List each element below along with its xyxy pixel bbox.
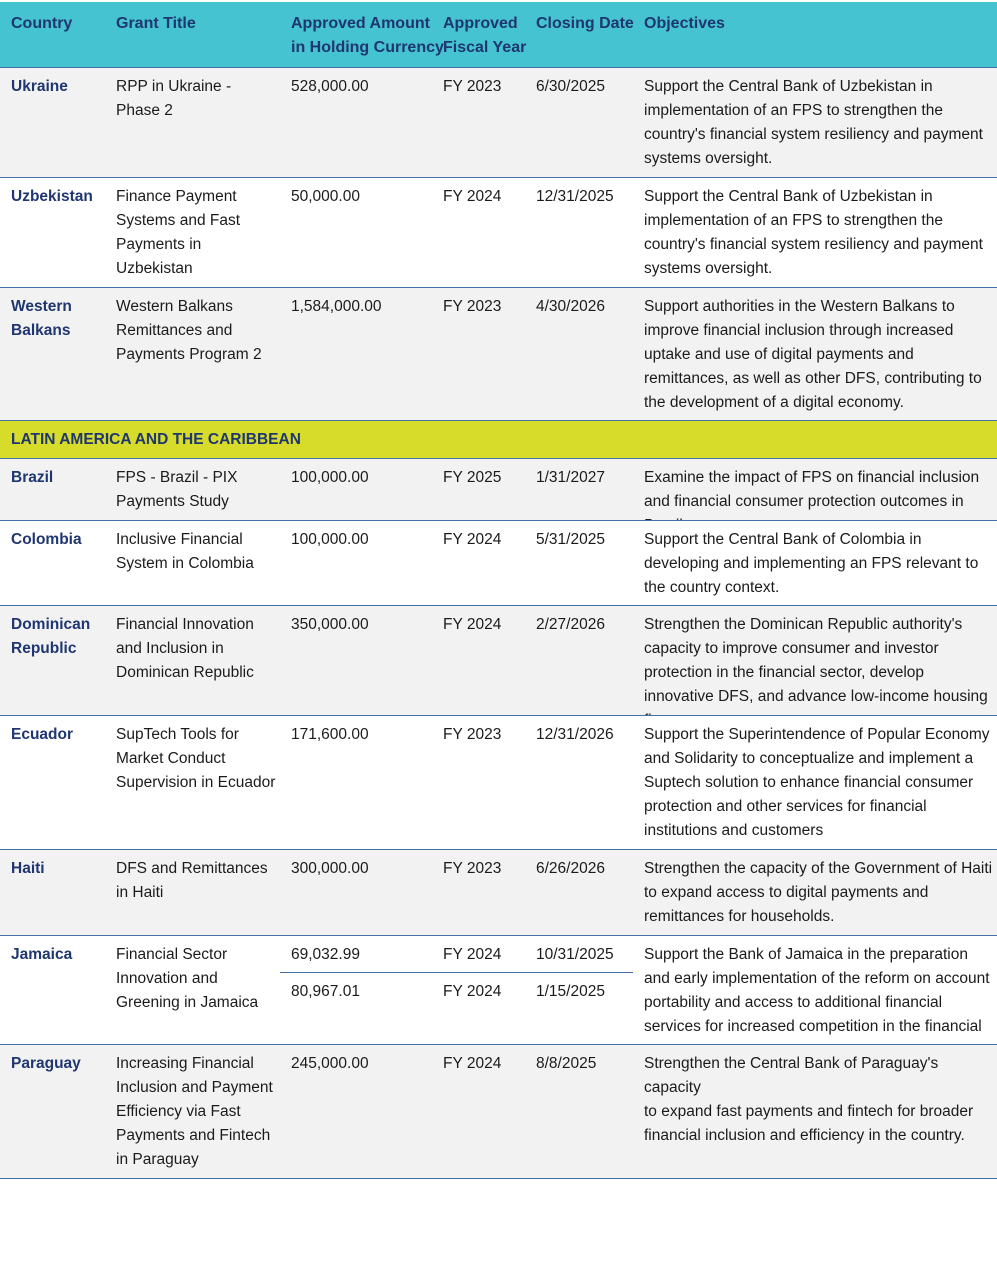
table-row [0,67,997,177]
table-row [0,1044,997,1178]
amount-cell: 245,000.00 [291,1055,369,1072]
amount-cell: 171,600.00 [291,726,369,743]
objective-cell: Strengthen the capacity of the Government of Haiti to expand access to digital payments and remittances for households. [644,860,993,925]
country-cell: Jamaica [11,946,73,963]
header-grant-title: Grant Title [116,15,196,32]
closing-date-cell: 1/31/2027 [536,469,605,486]
amount-cell: 50,000.00 [291,188,360,205]
objective-cell: Support the Central Bank of Uzbekistan in implementation of an FPS to strengthen the country's financial system resiliency and payment systems oversight. [644,188,983,277]
closing-date-cell: 6/26/2026 [536,860,605,877]
objective-cell: Support authorities in the Western Balkans to improve financial inclusion through increased uptake and use of digital payments and remittances, as well as other DFS, contributing to the development of a digital economy. [644,298,982,411]
table-row [0,605,997,715]
closing-date-cell: 8/8/2025 [536,1055,597,1072]
grant-title-cell: RPP in Ukraine - Phase 2 [116,78,232,119]
objective-cell: Support the Bank of Jamaica in the preparation and early implementation of the reform on account portability and access to additional financial services for increased competition in the financial [644,946,990,1035]
header-closing-date: Closing Date [536,15,634,32]
closing-date-cell: 2/27/2026 [536,616,605,633]
header-approved-amount: Approved Amount in Holding Currency [291,15,444,56]
closing-date-cell: 10/31/2025 [536,946,614,963]
table-row [0,177,997,287]
table-header [0,2,997,67]
grant-title-cell: Inclusive Financial System in Colombia [116,531,254,572]
sub-row-divider [280,972,633,973]
header-objectives: Objectives [644,15,725,32]
grant-title-cell: FPS - Brazil - PIX Payments Study [116,469,238,510]
grant-title-cell: SupTech Tools for Market Conduct Supervision in Ecuador [116,726,276,791]
table-bottom-border [0,1178,997,1179]
grants-table [0,2,997,1178]
amount-cell-2: 80,967.01 [291,983,360,1000]
country-cell: Haiti [11,860,45,877]
country-cell: Colombia [11,531,82,548]
region-label: LATIN AMERICA AND THE CARIBBEAN [11,431,301,448]
table-row [0,287,997,420]
country-cell: Western Balkans [11,298,72,339]
closing-date-cell: 6/30/2025 [536,78,605,95]
grant-title-cell: Western Balkans Remittances and Payments Program 2 [116,298,262,363]
objective-cell: Support the Central Bank of Colombia in developing and implementing an FPS relevant to the country context. [644,531,979,596]
amount-cell: 528,000.00 [291,78,369,95]
amount-cell: 100,000.00 [291,531,369,548]
amount-cell: 300,000.00 [291,860,369,877]
objective-cell: Strengthen the Dominican Republic authority's capacity to improve consumer and investor protection in the financial sector, develop innovative DFS, and advance low-income housing [644,616,988,705]
closing-date-cell: 12/31/2025 [536,188,614,205]
objective-cell: Strengthen the Central Bank of Paraguay's capacity to expand fast payments and fintech for broader financial inclusion and efficiency in the country. [644,1055,974,1144]
fiscal-year-cell: FY 2025 [443,469,502,486]
grant-title-cell: Finance Payment Systems and Fast Payments in Uzbekistan [116,188,241,277]
country-cell: Ecuador [11,726,74,743]
fiscal-year-cell: FY 2023 [443,726,502,743]
country-cell: Uzbekistan [11,188,93,205]
fiscal-year-cell: FY 2024 [443,531,502,548]
amount-cell: 1,584,000.00 [291,298,382,315]
fiscal-year-cell-2: FY 2024 [443,983,502,1000]
fiscal-year-cell: FY 2024 [443,616,502,633]
country-cell: Dominican Republic [11,616,91,657]
grant-title-cell: Increasing Financial Inclusion and Payment Efficiency via Fast Payments and Fintech in Paraguay [116,1055,273,1168]
fiscal-year-cell: FY 2024 [443,1055,502,1072]
grant-title-cell: DFS and Remittances in Haiti [116,860,268,901]
fiscal-year-cell: FY 2024 [443,188,502,205]
grant-title-cell: Financial Innovation and Inclusion in Dominican Republic [116,616,254,681]
closing-date-cell-2: 1/15/2025 [536,983,605,1000]
header-fiscal-year: Approved Fiscal Year [443,15,527,56]
fiscal-year-cell: FY 2023 [443,298,502,315]
country-cell: Brazil [11,469,54,486]
objective-cell: Examine the impact of FPS on financial inclusion and financial consumer protection outcomes in [644,469,980,510]
country-cell: Ukraine [11,78,68,95]
objective-cell: Support the Central Bank of Uzbekistan in implementation of an FPS to strengthen the country's financial system resiliency and payment systems oversight. [644,78,983,167]
amount-cell: 350,000.00 [291,616,369,633]
closing-date-cell: 12/31/2026 [536,726,614,743]
table-row [0,849,997,935]
closing-date-cell: 4/30/2026 [536,298,605,315]
objective-cell: Support the Superintendence of Popular Economy and Solidarity to conceptualize and implement a Suptech solution to enhance financial consumer protection and other services for financial institutions and customers [644,726,990,839]
fiscal-year-cell: FY 2023 [443,860,502,877]
region-header-row [0,420,997,458]
table-row [0,520,997,605]
closing-date-cell: 5/31/2025 [536,531,605,548]
amount-cell: 69,032.99 [291,946,360,963]
table-row [0,715,997,849]
table-row [0,935,997,1044]
fiscal-year-cell: FY 2023 [443,78,502,95]
fiscal-year-cell: FY 2024 [443,946,502,963]
grant-title-cell: Financial Sector Innovation and Greening in Jamaica [116,946,259,1011]
amount-cell: 100,000.00 [291,469,369,486]
header-country: Country [11,15,73,32]
country-cell: Paraguay [11,1055,81,1072]
table-row [0,458,997,520]
